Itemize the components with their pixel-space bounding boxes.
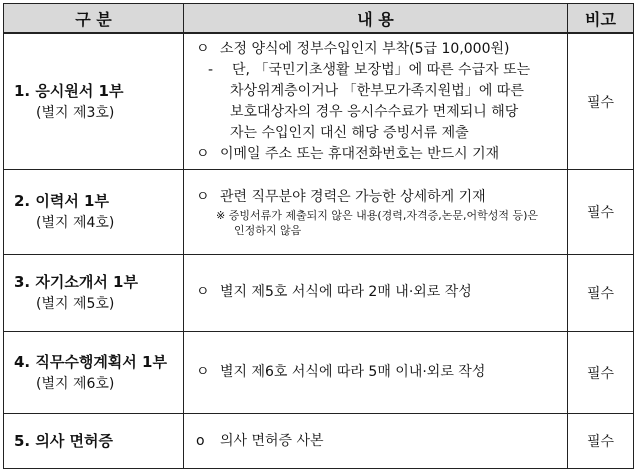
category-subtitle: (별지 제3호) [36, 104, 115, 121]
content-cell [184, 33, 568, 170]
content-line: ㅇ 별지 제5호 서식에 따라 2매 내·외로 작성 [196, 282, 559, 303]
content-cell [184, 170, 568, 255]
content-cell [184, 255, 568, 332]
content-line: - 단, 「국민기초생활 보장법」에 따른 수급자 또는 [196, 60, 559, 81]
header-remarks: 비고 [568, 4, 634, 34]
header-content: 내 용 [184, 4, 568, 34]
category-cell [4, 414, 184, 469]
table-row [4, 255, 634, 332]
note-line: ※ 증빙서류가 제출되지 않은 내용(경력,자격증,논문,어학성적 등)은 [216, 208, 539, 222]
content-line: 보호대상자의 경우 응시수수료가 면제되니 해당 [230, 103, 519, 120]
content-line: ㅇ 별지 제6호 서식에 따라 5매 이내·외로 작성 [196, 362, 559, 383]
content-line: 차상위계층이거나 「한부모가족지원법」에 따른 [230, 82, 524, 99]
circle-bullet-icon: ㅇ [196, 284, 210, 301]
note-line: 인정하지 않음 [234, 223, 302, 237]
table-row [4, 414, 634, 469]
circle-bullet-icon: ㅇ [196, 145, 210, 162]
remarks-cell: 필수 [568, 33, 634, 170]
content-line: 자는 수입인지 대신 해당 증빙서류 제출 [230, 124, 469, 141]
table-row [4, 33, 634, 170]
remarks-cell: 필수 [568, 255, 634, 332]
content-line: o 의사 면허증 사본 [196, 431, 559, 452]
content-line: ㅇ 소정 양식에 정부수입인지 부착(5급 10,000원) [196, 39, 559, 60]
small-o-bullet-icon: o [196, 432, 205, 449]
remarks-cell: 필수 [568, 170, 634, 255]
circle-bullet-icon: ㅇ [196, 40, 210, 57]
category-cell [4, 255, 184, 332]
table-header-row [4, 4, 634, 34]
category-title: 4. 직무수행계획서 1부 [14, 352, 167, 371]
category-cell [4, 170, 184, 255]
category-subtitle: (별지 제5호) [36, 295, 115, 312]
category-title: 1. 응시원서 1부 [14, 81, 124, 100]
content-line: ㅇ 이메일 주소 또는 휴대전화번호는 반드시 기재 [196, 144, 559, 165]
requirements-table [3, 3, 634, 469]
remarks-cell: 필수 [568, 414, 634, 469]
category-title: 2. 이력서 1부 [14, 192, 109, 211]
content-cell [184, 414, 568, 469]
circle-bullet-icon: ㅇ [196, 188, 210, 205]
dash-icon: - [208, 61, 214, 78]
category-cell [4, 33, 184, 170]
category-title: 5. 의사 면허증 [14, 432, 114, 451]
category-title: 3. 자기소개서 1부 [14, 272, 138, 291]
content-cell [184, 331, 568, 414]
remarks-cell: 필수 [568, 331, 634, 414]
category-cell [4, 331, 184, 414]
content-line: ㅇ 관련 직무분야 경력은 가능한 상세하게 기재 [196, 187, 559, 208]
header-category: 구 분 [4, 4, 184, 34]
table-row [4, 170, 634, 255]
table-row [4, 331, 634, 414]
category-subtitle: (별지 제6호) [36, 375, 115, 392]
category-subtitle: (별지 제4호) [36, 215, 115, 232]
circle-bullet-icon: ㅇ [196, 364, 210, 381]
